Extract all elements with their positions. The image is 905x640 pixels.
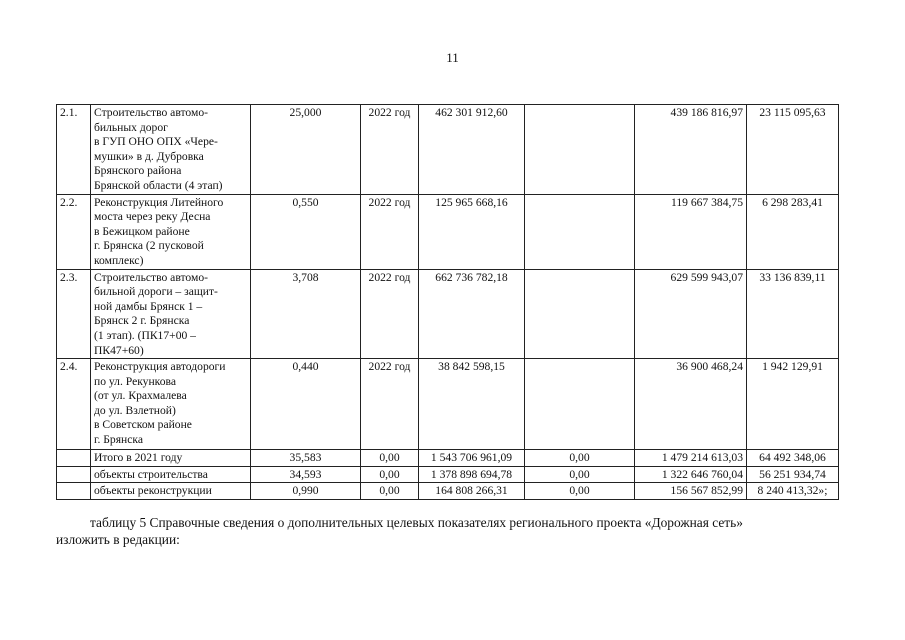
col6-cell [525, 194, 635, 269]
total-cell: 1 378 898 694,78 [419, 466, 525, 483]
object-name-line: мушки» в д. Дубровка [94, 149, 204, 163]
object-name-line: Брянской области (4 этап) [94, 178, 223, 192]
object-name [91, 269, 251, 359]
total-cell: 38 842 598,15 [419, 359, 525, 450]
row-number: 2.3. [57, 269, 91, 359]
object-name-line: до ул. Взлетной) [94, 403, 176, 417]
length-cell: 0,550 [251, 194, 361, 269]
row-number [57, 466, 91, 483]
object-name-line: бильной дороги – защит- [94, 285, 218, 299]
regional-cell: 64 492 348,06 [747, 450, 839, 467]
object-name [91, 359, 251, 450]
summary-label: объекты реконструкции [91, 483, 251, 500]
table-row [57, 105, 839, 195]
length-cell: 25,000 [251, 105, 361, 195]
row-number [57, 450, 91, 467]
summary-row [57, 466, 839, 483]
object-name-line: в Советском районе [94, 418, 192, 432]
table-row [57, 194, 839, 269]
object-name-line: комплекс) [94, 253, 144, 267]
total-cell: 164 808 266,31 [419, 483, 525, 500]
col6-cell: 0,00 [525, 483, 635, 500]
object-name-line: Реконструкция Литейного [94, 195, 224, 209]
summary-row [57, 483, 839, 500]
object-name-lines [94, 360, 247, 448]
federal-cell: 1 479 214 613,03 [635, 450, 747, 467]
year-cell: 0,00 [361, 450, 419, 467]
summary-label: объекты строительства [91, 466, 251, 483]
table-row [57, 359, 839, 450]
federal-cell: 1 322 646 760,04 [635, 466, 747, 483]
summary-row [57, 450, 839, 467]
federal-cell: 439 186 816,97 [635, 105, 747, 195]
year-cell: 0,00 [361, 483, 419, 500]
length-cell: 3,708 [251, 269, 361, 359]
regional-cell: 23 115 095,63 [747, 105, 839, 195]
federal-cell: 156 567 852,99 [635, 483, 747, 500]
federal-cell: 119 667 384,75 [635, 194, 747, 269]
object-name-line: в Бежицком районе [94, 224, 190, 238]
object-name-line: бильных дорог [94, 120, 168, 134]
col6-cell [525, 105, 635, 195]
summary-label: Итого в 2021 году [91, 450, 251, 467]
year-cell: 2022 год [361, 105, 419, 195]
federal-cell: 36 900 468,24 [635, 359, 747, 450]
amendment-text-line-1: таблицу 5 Справочные сведения о дополнительных целевых показателях регионального проекта «Дорожная сеть» [90, 515, 743, 530]
object-name-lines [94, 196, 247, 269]
total-cell: 1 543 706 961,09 [419, 450, 525, 467]
object-name-line: Строительство автомо- [94, 106, 208, 119]
total-cell: 662 736 782,18 [419, 269, 525, 359]
year-cell: 2022 год [361, 359, 419, 450]
object-name [91, 105, 251, 195]
object-name-line: ПК47+60) [94, 343, 144, 357]
object-name-line: (от ул. Крахмалева [94, 389, 187, 403]
object-name-line: в ГУП ОНО ОПХ «Чере- [94, 135, 218, 149]
object-name-lines [94, 106, 247, 194]
col6-cell: 0,00 [525, 450, 635, 467]
length-cell: 0,440 [251, 359, 361, 450]
year-cell: 0,00 [361, 466, 419, 483]
row-number: 2.1. [57, 105, 91, 195]
object-name-line: г. Брянска (2 пусковой [94, 239, 204, 253]
table-row [57, 269, 839, 359]
length-cell: 35,583 [251, 450, 361, 467]
object-name-line: Строительство автомо- [94, 270, 208, 284]
federal-cell: 629 599 943,07 [635, 269, 747, 359]
year-cell: 2022 год [361, 269, 419, 359]
object-name-line: по ул. Рекункова [94, 374, 176, 388]
object-name-line: Реконструкция автодороги [94, 360, 226, 374]
row-number [57, 483, 91, 500]
regional-cell: 33 136 839,11 [747, 269, 839, 359]
page-number: 11 [446, 50, 459, 65]
amendment-text-line-2: изложить в редакции: [56, 532, 180, 547]
year-cell: 2022 год [361, 194, 419, 269]
object-name-line: Брянск 2 г. Брянска [94, 314, 190, 328]
length-cell: 34,593 [251, 466, 361, 483]
objects-table [56, 104, 839, 500]
regional-cell: 6 298 283,41 [747, 194, 839, 269]
object-name-line: г. Брянска [94, 433, 143, 447]
length-cell: 0,990 [251, 483, 361, 500]
regional-cell: 8 240 413,32»; [747, 483, 839, 500]
object-name-line: Брянского района [94, 164, 182, 178]
object-name [91, 194, 251, 269]
object-name-line: ной дамбы Брянск 1 – [94, 299, 203, 313]
total-cell: 462 301 912,60 [419, 105, 525, 195]
total-cell: 125 965 668,16 [419, 194, 525, 269]
regional-cell: 56 251 934,74 [747, 466, 839, 483]
row-number: 2.2. [57, 194, 91, 269]
amendment-paragraph [56, 514, 838, 548]
object-name-line: (1 этап). (ПК17+00 – [94, 328, 196, 342]
object-name-line: моста через реку Десна [94, 210, 211, 224]
row-number: 2.4. [57, 359, 91, 450]
col6-cell [525, 269, 635, 359]
col6-cell [525, 359, 635, 450]
object-name-lines [94, 271, 247, 359]
col6-cell: 0,00 [525, 466, 635, 483]
regional-cell: 1 942 129,91 [747, 359, 839, 450]
